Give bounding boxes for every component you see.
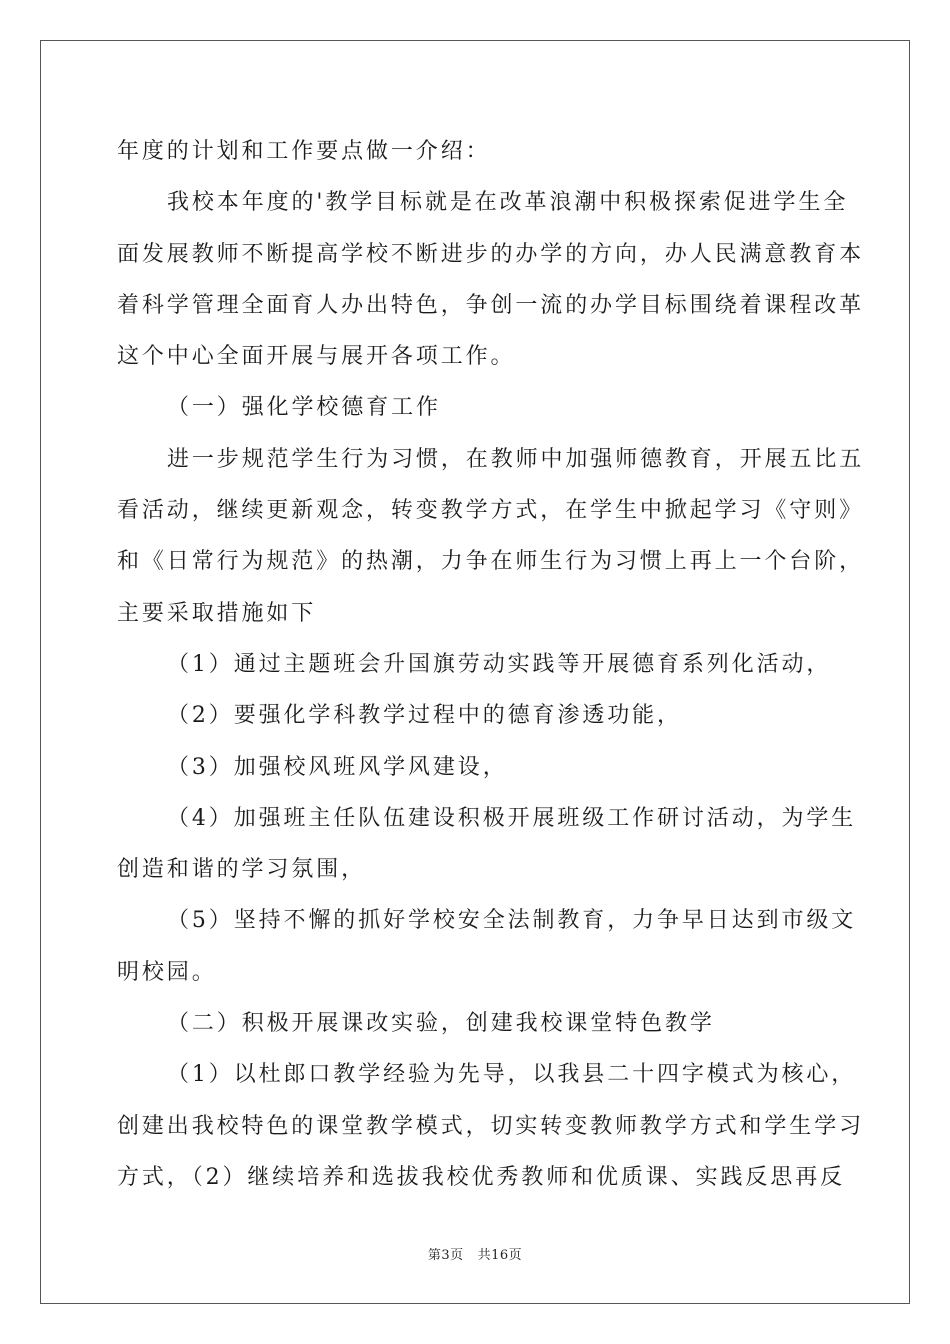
list-item: （2）要强化学科教学过程中的德育渗透功能，: [167, 703, 682, 729]
page-footer: [0, 1244, 950, 1263]
document-body: [117, 126, 865, 1203]
list-item: （4）加强班主任队伍建设积极开展班级工作研讨活动，为学生: [167, 805, 857, 831]
text-line: 创建出我校特色的课堂教学模式，切实转变教师教学方式和学生学习: [117, 1113, 865, 1139]
text-line: 明校园。: [117, 959, 217, 985]
section-heading: （一）强化学校德育工作: [167, 395, 441, 421]
text-line: 和《日常行为规范》的热潮，力争在师生行为习惯上再上一个台阶，: [117, 549, 865, 575]
text-line: 面发展教师不断提高学校不断进步的办学的方向，办人民满意教育本: [117, 241, 865, 267]
list-item: （1）通过主题班会升国旗劳动实践等开展德育系列化活动，: [167, 651, 832, 677]
text-line: 方式，（2）继续培养和选拔我校优秀教师和优质课、实践反思再反: [117, 1164, 845, 1190]
text-line: 这个中心全面开展与展开各项工作。: [117, 344, 516, 370]
total-pages: 共16页: [477, 1248, 523, 1263]
text-line: 进一步规范学生行为习惯，在教师中加强师德教育，开展五比五: [167, 446, 865, 472]
text-line: 我校本年度的'教学目标就是在改革浪潮中积极探索促进学生全: [167, 190, 849, 216]
text-line: 着科学管理全面育人办出特色，争创一流的办学目标围绕着课程改革: [117, 292, 865, 318]
text-line: 主要采取措施如下: [117, 600, 317, 626]
text-line: 创造和谐的学习氛围，: [117, 857, 367, 883]
text-line: 看活动，继续更新观念，转变教学方式，在学生中掀起学习《守则》: [117, 498, 865, 524]
current-page-number: 第3页: [427, 1248, 464, 1263]
list-item: （3）加强校风班风学风建设，: [167, 754, 508, 780]
list-item: （5）坚持不懈的抓好学校安全法制教育，力争早日达到市级文: [167, 908, 857, 934]
section-heading: （二）积极开展课改实验，创建我校课堂特色教学: [167, 1011, 715, 1037]
list-item: （1）以杜郎口教学经验为先导，以我县二十四字模式为核心，: [167, 1062, 857, 1088]
text-line: 年度的计划和工作要点做一介绍：: [117, 139, 491, 164]
